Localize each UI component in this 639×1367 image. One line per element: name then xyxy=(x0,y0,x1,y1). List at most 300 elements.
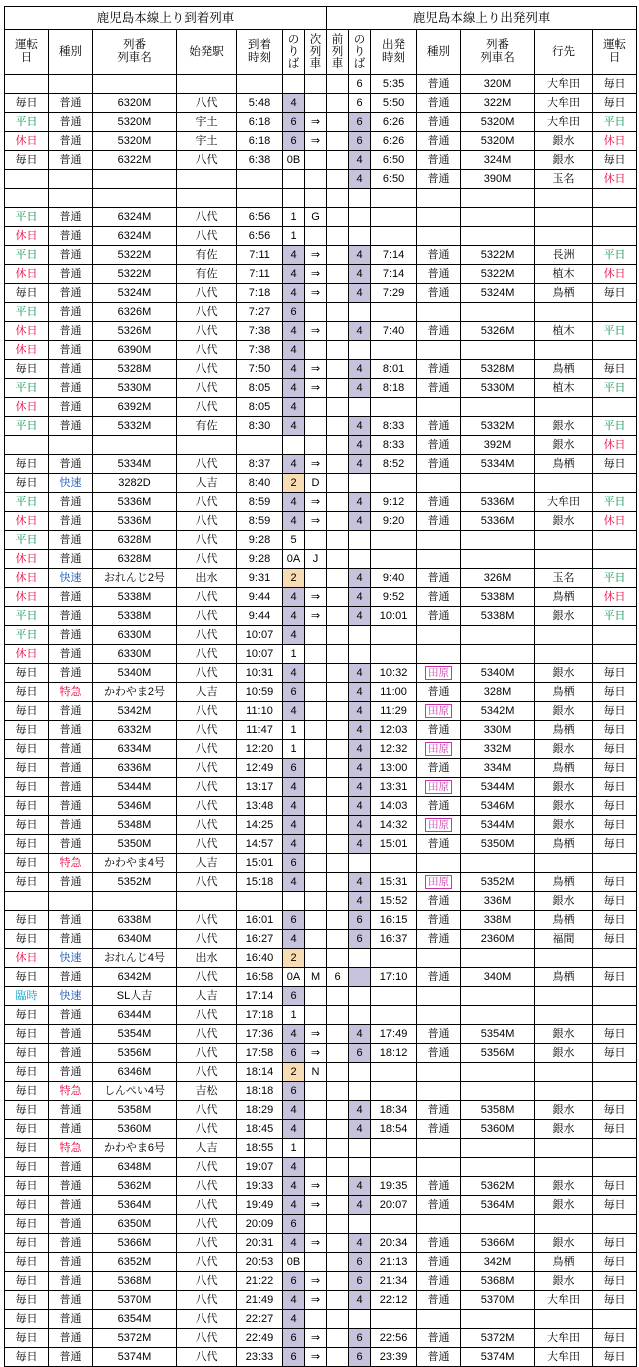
destination: 大牟田 xyxy=(535,1291,593,1310)
arrival-train-number: かわやま2号 xyxy=(93,683,177,702)
departure-platform: 6 xyxy=(349,1329,371,1348)
table-row xyxy=(5,284,637,303)
next-train xyxy=(305,341,327,360)
arrival-time: 10:59 xyxy=(237,683,283,702)
arrival-train-class xyxy=(49,189,93,208)
departure-train-class: 普通 xyxy=(417,588,461,607)
departure-platform: 6 xyxy=(349,113,371,132)
arrival-platform: 6 xyxy=(283,1348,305,1367)
departure-time xyxy=(371,550,417,569)
departure-time: 22:56 xyxy=(371,1329,417,1348)
prev-train xyxy=(327,1177,349,1196)
arrival-train-class: 普通 xyxy=(49,1253,93,1272)
arrival-train-number: 5372M xyxy=(93,1329,177,1348)
origin-station: 八代 xyxy=(177,1310,237,1329)
departure-train-number xyxy=(461,227,535,246)
prev-train xyxy=(327,1196,349,1215)
prev-train xyxy=(327,132,349,151)
arrival-train-number xyxy=(93,75,177,94)
departure-platform: 4 xyxy=(349,816,371,835)
departure-platform: 6 xyxy=(349,132,371,151)
origin-station: 八代 xyxy=(177,664,237,683)
table-row xyxy=(5,170,637,189)
arrival-time: 6:56 xyxy=(237,208,283,227)
prev-train xyxy=(327,1101,349,1120)
departure-train-class xyxy=(417,645,461,664)
arrival-train-class: 普通 xyxy=(49,968,93,987)
departure-train-number: 5336M xyxy=(461,512,535,531)
departure-train-class: 普通 xyxy=(417,94,461,113)
arrival-operating-day xyxy=(5,170,49,189)
origin-station: 八代 xyxy=(177,1044,237,1063)
arrival-operating-day: 毎日 xyxy=(5,1044,49,1063)
departure-train-class: 普通 xyxy=(417,1120,461,1139)
departure-platform xyxy=(349,1082,371,1101)
next-train xyxy=(305,1310,327,1329)
prev-train xyxy=(327,1006,349,1025)
departure-train-class: 普通 xyxy=(417,322,461,341)
arrival-train-number: かわやま4号 xyxy=(93,854,177,873)
departure-operating-day: 毎日 xyxy=(593,664,637,683)
next-train xyxy=(305,721,327,740)
departure-operating-day xyxy=(593,949,637,968)
destination: 銀水 xyxy=(535,1044,593,1063)
table-row xyxy=(5,1215,637,1234)
arrival-train-class: 特急 xyxy=(49,854,93,873)
origin-station: 八代 xyxy=(177,341,237,360)
origin-station: 八代 xyxy=(177,208,237,227)
next-train xyxy=(305,1006,327,1025)
departure-time: 6:26 xyxy=(371,113,417,132)
destination xyxy=(535,227,593,246)
departure-train-class xyxy=(417,1139,461,1158)
destination: 鳥栖 xyxy=(535,721,593,740)
prev-train xyxy=(327,683,349,702)
arrival-time: 7:38 xyxy=(237,322,283,341)
prev-train xyxy=(327,930,349,949)
departure-train-number xyxy=(461,1158,535,1177)
departure-platform: 4 xyxy=(349,322,371,341)
departure-platform xyxy=(349,1139,371,1158)
origin-station: 八代 xyxy=(177,816,237,835)
departure-train-class xyxy=(417,227,461,246)
departure-operating-day xyxy=(593,1215,637,1234)
departure-operating-day: 毎日 xyxy=(593,683,637,702)
arrival-time: 9:28 xyxy=(237,531,283,550)
departure-time: 9:40 xyxy=(371,569,417,588)
table-row xyxy=(5,645,637,664)
arrival-time xyxy=(237,75,283,94)
prev-train xyxy=(327,1120,349,1139)
arrival-train-class: 普通 xyxy=(49,1234,93,1253)
table-row xyxy=(5,436,637,455)
departure-platform: 4 xyxy=(349,417,371,436)
departure-train-number: 5326M xyxy=(461,322,535,341)
origin-station: 八代 xyxy=(177,968,237,987)
next-train: J xyxy=(305,550,327,569)
arrival-time: 20:09 xyxy=(237,1215,283,1234)
departure-time xyxy=(371,189,417,208)
departure-operating-day: 休日 xyxy=(593,170,637,189)
arrival-platform: 6 xyxy=(283,1272,305,1291)
departure-time xyxy=(371,303,417,322)
origin-station: 八代 xyxy=(177,1291,237,1310)
origin-station: 八代 xyxy=(177,645,237,664)
departure-train-class xyxy=(417,1082,461,1101)
prev-train xyxy=(327,1234,349,1253)
arrival-train-class: 普通 xyxy=(49,645,93,664)
table-row xyxy=(5,930,637,949)
table-row xyxy=(5,227,637,246)
departure-time xyxy=(371,645,417,664)
arrival-time: 16:01 xyxy=(237,911,283,930)
arrival-time: 9:44 xyxy=(237,588,283,607)
arrival-platform: 6 xyxy=(283,1329,305,1348)
destination: 大牟田 xyxy=(535,1348,593,1367)
arrival-train-class: 普通 xyxy=(49,911,93,930)
departure-platform: 4 xyxy=(349,1025,371,1044)
departure-train-number: 5342M xyxy=(461,702,535,721)
arrival-operating-day: 毎日 xyxy=(5,816,49,835)
arrival-train-class: 普通 xyxy=(49,816,93,835)
next-train: ⇒ xyxy=(305,1025,327,1044)
destination xyxy=(535,1082,593,1101)
arrival-platform: 2 xyxy=(283,949,305,968)
departure-train-class xyxy=(417,854,461,873)
arrival-platform: 4 xyxy=(283,797,305,816)
arrival-operating-day xyxy=(5,436,49,455)
departure-platform xyxy=(349,854,371,873)
arrival-operating-day: 毎日 xyxy=(5,664,49,683)
origin-station: 八代 xyxy=(177,227,237,246)
arrival-train-class: 普通 xyxy=(49,702,93,721)
destination: 植木 xyxy=(535,322,593,341)
origin-station: 八代 xyxy=(177,303,237,322)
arrival-train-number: 6348M xyxy=(93,1158,177,1177)
next-train: ⇒ xyxy=(305,322,327,341)
arrival-platform xyxy=(283,75,305,94)
header-next-train: 次 列 車 xyxy=(305,30,327,75)
departure-platform: 4 xyxy=(349,1120,371,1139)
arrival-operating-day: 毎日 xyxy=(5,1234,49,1253)
arrival-train-class: 普通 xyxy=(49,759,93,778)
departure-train-class: 普通 xyxy=(417,835,461,854)
arrival-train-class xyxy=(49,892,93,911)
origin-station: 八代 xyxy=(177,1196,237,1215)
destination xyxy=(535,189,593,208)
next-train xyxy=(305,949,327,968)
departure-train-number xyxy=(461,1139,535,1158)
departure-operating-day: 毎日 xyxy=(593,1348,637,1367)
departure-train-number: 5360M xyxy=(461,1120,535,1139)
next-train xyxy=(305,740,327,759)
departure-time: 15:52 xyxy=(371,892,417,911)
departure-time: 18:54 xyxy=(371,1120,417,1139)
destination: 銀水 xyxy=(535,702,593,721)
arrival-platform: 4 xyxy=(283,322,305,341)
arrival-operating-day: 平日 xyxy=(5,303,49,322)
arrival-operating-day: 毎日 xyxy=(5,854,49,873)
departure-platform: 4 xyxy=(349,778,371,797)
departure-time: 6:50 xyxy=(371,151,417,170)
arrival-train-number: 5344M xyxy=(93,778,177,797)
arrival-platform: 2 xyxy=(283,474,305,493)
departure-platform xyxy=(349,303,371,322)
arrival-platform: 4 xyxy=(283,816,305,835)
departure-train-number: 5372M xyxy=(461,1329,535,1348)
departure-operating-day: 毎日 xyxy=(593,759,637,778)
destination: 鳥栖 xyxy=(535,360,593,379)
next-train: ⇒ xyxy=(305,1348,327,1367)
table-row xyxy=(5,265,637,284)
arrival-time: 9:44 xyxy=(237,607,283,626)
departure-time: 20:34 xyxy=(371,1234,417,1253)
arrival-platform: 4 xyxy=(283,1120,305,1139)
arrival-operating-day: 毎日 xyxy=(5,740,49,759)
arrival-operating-day: 休日 xyxy=(5,265,49,284)
arrival-platform: 4 xyxy=(283,398,305,417)
prev-train xyxy=(327,1063,349,1082)
departure-platform: 6 xyxy=(349,911,371,930)
arrival-train-class: 快速 xyxy=(49,949,93,968)
destination: 鳥栖 xyxy=(535,835,593,854)
departure-platform: 4 xyxy=(349,721,371,740)
departure-operating-day: 平日 xyxy=(593,246,637,265)
arrival-platform: 4 xyxy=(283,265,305,284)
departure-time xyxy=(371,1215,417,1234)
origin-station: 八代 xyxy=(177,740,237,759)
table-row xyxy=(5,1329,637,1348)
arrival-platform: 4 xyxy=(283,1291,305,1310)
arrival-time: 9:28 xyxy=(237,550,283,569)
arrival-train-number: 5332M xyxy=(93,417,177,436)
arrival-time: 14:25 xyxy=(237,816,283,835)
arrival-platform: 4 xyxy=(283,778,305,797)
departure-time: 23:39 xyxy=(371,1348,417,1367)
departure-platform: 4 xyxy=(349,455,371,474)
prev-train xyxy=(327,664,349,683)
departure-train-number: 5334M xyxy=(461,455,535,474)
departure-platform: 6 xyxy=(349,1272,371,1291)
origin-station: 人吉 xyxy=(177,683,237,702)
departure-train-class xyxy=(417,531,461,550)
arrival-platform: 4 xyxy=(283,1234,305,1253)
table-row xyxy=(5,1310,637,1329)
origin-station: 人吉 xyxy=(177,854,237,873)
destination: 銀水 xyxy=(535,436,593,455)
departure-operating-day: 平日 xyxy=(593,493,637,512)
destination xyxy=(535,1310,593,1329)
origin-station: 人吉 xyxy=(177,474,237,493)
prev-train: 6 xyxy=(327,968,349,987)
arrival-train-number: 6390M xyxy=(93,341,177,360)
table-row xyxy=(5,987,637,1006)
arrival-operating-day: 平日 xyxy=(5,246,49,265)
destination: 鳥栖 xyxy=(535,873,593,892)
arrival-train-number: 6330M xyxy=(93,645,177,664)
departure-operating-day xyxy=(593,1310,637,1329)
table-row xyxy=(5,322,637,341)
prev-train xyxy=(327,759,349,778)
arrival-train-number: 5374M xyxy=(93,1348,177,1367)
arrival-time: 12:20 xyxy=(237,740,283,759)
departure-operating-day: 毎日 xyxy=(593,1234,637,1253)
departure-operating-day: 毎日 xyxy=(593,360,637,379)
column-header-row xyxy=(5,30,637,75)
arrival-operating-day: 休日 xyxy=(5,949,49,968)
next-train xyxy=(305,94,327,113)
arrival-time: 18:29 xyxy=(237,1101,283,1120)
arrival-operating-day: 毎日 xyxy=(5,968,49,987)
origin-station: 有佐 xyxy=(177,246,237,265)
table-row xyxy=(5,531,637,550)
arrival-train-class: 普通 xyxy=(49,1348,93,1367)
table-row xyxy=(5,911,637,930)
departure-operating-day: 毎日 xyxy=(593,75,637,94)
arrival-platform: 1 xyxy=(283,1139,305,1158)
arrival-train-number: 6332M xyxy=(93,721,177,740)
departure-train-class: 普通 xyxy=(417,1177,461,1196)
prev-train xyxy=(327,474,349,493)
arrival-operating-day: 休日 xyxy=(5,341,49,360)
departure-operating-day: 毎日 xyxy=(593,892,637,911)
departure-train-class: 普通 xyxy=(417,1272,461,1291)
arrival-time: 19:49 xyxy=(237,1196,283,1215)
departure-platform xyxy=(349,474,371,493)
departure-platform: 6 xyxy=(349,1253,371,1272)
arrival-train-class: 快速 xyxy=(49,987,93,1006)
arrival-time: 7:18 xyxy=(237,284,283,303)
prev-train xyxy=(327,1025,349,1044)
departure-train-number xyxy=(461,854,535,873)
departure-platform xyxy=(349,626,371,645)
departure-train-class: 普通 xyxy=(417,75,461,94)
departure-train-class xyxy=(417,740,461,759)
departure-train-class: 普通 xyxy=(417,417,461,436)
arrival-train-number: 5354M xyxy=(93,1025,177,1044)
prev-train xyxy=(327,854,349,873)
departure-time xyxy=(371,626,417,645)
departure-time xyxy=(371,341,417,360)
origin-station: 八代 xyxy=(177,284,237,303)
next-train: ⇒ xyxy=(305,588,327,607)
prev-train xyxy=(327,550,349,569)
departure-train-number: 5320M xyxy=(461,113,535,132)
departure-platform: 4 xyxy=(349,265,371,284)
departure-time: 5:50 xyxy=(371,94,417,113)
arrival-operating-day: 毎日 xyxy=(5,1329,49,1348)
departure-train-number: 5328M xyxy=(461,360,535,379)
departure-train-number: 336M xyxy=(461,892,535,911)
departure-train-class: 普通 xyxy=(417,968,461,987)
header-arrival-platform: の り ば xyxy=(283,30,305,75)
departure-operating-day: 毎日 xyxy=(593,873,637,892)
departure-train-class: 普通 xyxy=(417,170,461,189)
departure-time: 7:40 xyxy=(371,322,417,341)
arrival-train-number: 3282D xyxy=(93,474,177,493)
departure-operating-day xyxy=(593,1139,637,1158)
prev-train xyxy=(327,626,349,645)
arrival-train-number: 6328M xyxy=(93,550,177,569)
departure-operating-day xyxy=(593,1082,637,1101)
arrival-train-class xyxy=(49,436,93,455)
destination xyxy=(535,1006,593,1025)
table-row xyxy=(5,94,637,113)
departure-platform: 4 xyxy=(349,379,371,398)
next-train xyxy=(305,1101,327,1120)
departure-operating-day: 休日 xyxy=(593,436,637,455)
departure-time: 16:15 xyxy=(371,911,417,930)
arrival-train-number: 6330M xyxy=(93,626,177,645)
departure-platform xyxy=(349,208,371,227)
origin-station: 八代 xyxy=(177,151,237,170)
table-row xyxy=(5,854,637,873)
next-train: ⇒ xyxy=(305,132,327,151)
arrival-platform: 4 xyxy=(283,1177,305,1196)
arrival-operating-day: 毎日 xyxy=(5,1139,49,1158)
table-row xyxy=(5,835,637,854)
table-row xyxy=(5,949,637,968)
arrival-platform: 4 xyxy=(283,930,305,949)
next-train xyxy=(305,759,327,778)
arrival-operating-day: 毎日 xyxy=(5,1272,49,1291)
departure-operating-day xyxy=(593,398,637,417)
departure-time: 7:14 xyxy=(371,246,417,265)
table-row xyxy=(5,702,637,721)
table-row xyxy=(5,1082,637,1101)
departure-platform: 6 xyxy=(349,1348,371,1367)
departure-train-class: 普通 xyxy=(417,1101,461,1120)
departure-time xyxy=(371,1006,417,1025)
arrival-platform: 4 xyxy=(283,417,305,436)
departure-platform: 4 xyxy=(349,1101,371,1120)
table-row xyxy=(5,797,637,816)
departure-platform: 4 xyxy=(349,588,371,607)
prev-train xyxy=(327,189,349,208)
arrival-train-number: 6320M xyxy=(93,94,177,113)
departure-train-class: 普通 xyxy=(417,1253,461,1272)
origin-station: 八代 xyxy=(177,835,237,854)
departure-time: 12:32 xyxy=(371,740,417,759)
origin-station xyxy=(177,436,237,455)
table-row xyxy=(5,759,637,778)
origin-station: 八代 xyxy=(177,550,237,569)
departure-operating-day xyxy=(593,189,637,208)
arrival-time: 17:36 xyxy=(237,1025,283,1044)
arrival-time: 21:49 xyxy=(237,1291,283,1310)
arrival-time: 10:07 xyxy=(237,645,283,664)
departure-time xyxy=(371,1063,417,1082)
header-departure-platform: の り ば xyxy=(349,30,371,75)
destination: 銀水 xyxy=(535,417,593,436)
prev-train xyxy=(327,588,349,607)
arrival-train-number: 5322M xyxy=(93,265,177,284)
arrival-time: 7:11 xyxy=(237,265,283,284)
destination: 植木 xyxy=(535,379,593,398)
arrival-time: 19:33 xyxy=(237,1177,283,1196)
arrival-operating-day: 平日 xyxy=(5,417,49,436)
arrival-train-class: 普通 xyxy=(49,1063,93,1082)
prev-train xyxy=(327,892,349,911)
arrival-operating-day: 毎日 xyxy=(5,474,49,493)
prev-train xyxy=(327,455,349,474)
arrival-train-class: 普通 xyxy=(49,360,93,379)
table-row xyxy=(5,778,637,797)
arrival-platform: 1 xyxy=(283,721,305,740)
departure-train-number: 5364M xyxy=(461,1196,535,1215)
departure-operating-day: 毎日 xyxy=(593,1253,637,1272)
arrival-time: 10:07 xyxy=(237,626,283,645)
